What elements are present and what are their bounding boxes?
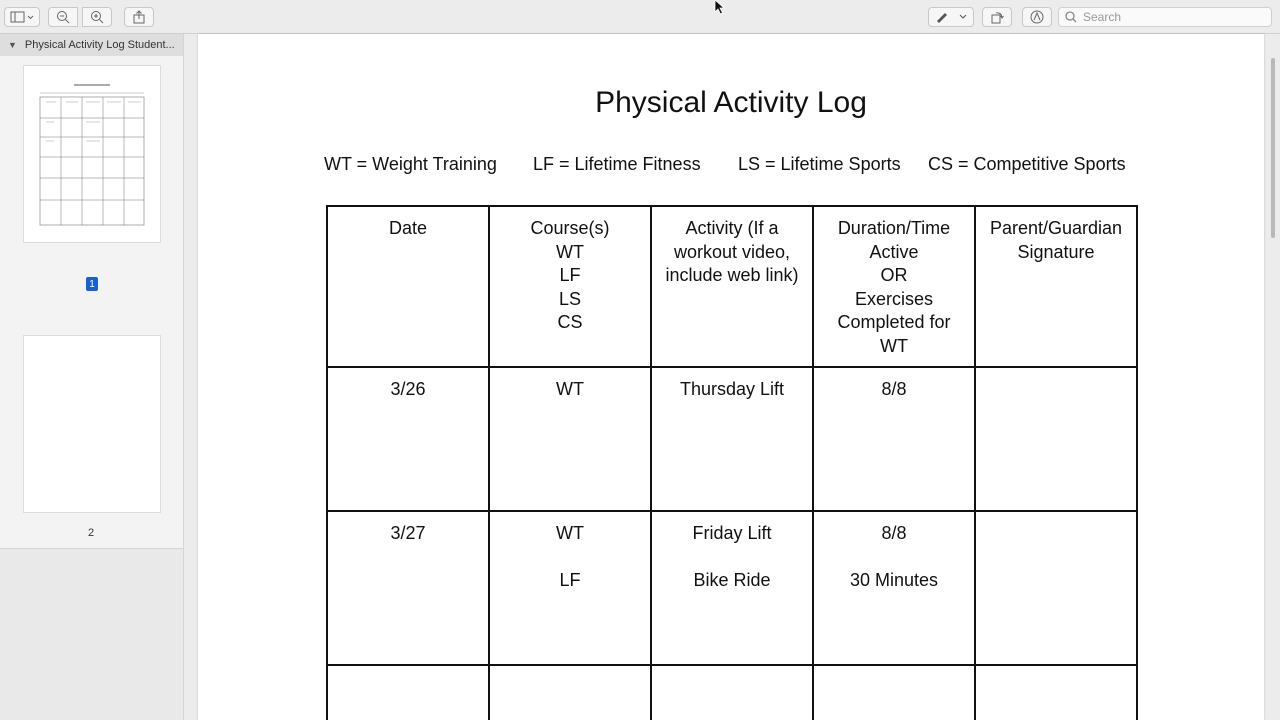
page-number-1: 1	[86, 277, 98, 291]
document-title: Physical Activity Log	[595, 86, 867, 119]
search-input[interactable]	[1083, 10, 1263, 24]
table-row	[327, 511, 1137, 665]
cell-date: 3/26	[327, 367, 489, 511]
sidebar-toggle-button[interactable]	[4, 7, 40, 27]
cell-activity	[651, 511, 813, 665]
zoom-out-icon	[56, 10, 70, 24]
header-activity	[651, 206, 813, 367]
cell-duration	[813, 511, 975, 665]
pen-icon	[934, 11, 968, 23]
cell-duration	[813, 665, 975, 720]
header-line: OR	[880, 265, 908, 285]
legend-item-ls: LS = Lifetime Sports	[738, 154, 901, 174]
header-line: Course(s)	[530, 218, 610, 238]
header-line: LF	[559, 265, 581, 285]
toolbar	[0, 0, 1280, 34]
rotate-icon	[990, 10, 1004, 24]
page-preview	[24, 66, 160, 242]
markup-circle-icon	[1030, 10, 1044, 24]
cell-line: 30 Minutes	[849, 569, 939, 590]
search-icon	[1065, 11, 1077, 23]
legend-item-cs: CS = Competitive Sports	[928, 154, 1126, 174]
header-course	[489, 206, 651, 367]
legend-item-lf: LF = Lifetime Fitness	[533, 154, 701, 174]
header-line: Completed for	[837, 312, 951, 332]
disclosure-triangle-icon[interactable]: ▼	[8, 40, 17, 50]
rotate-button[interactable]	[982, 7, 1012, 27]
cell-line: WT	[556, 379, 584, 399]
header-line: Duration/Time	[837, 218, 951, 238]
share-icon	[132, 10, 146, 24]
cell-activity	[651, 367, 813, 511]
cell-date: 3/27	[327, 511, 489, 665]
document-name: Physical Activity Log Student...	[24, 39, 175, 51]
header-line: Activity (If a	[685, 218, 779, 238]
activity-log-table	[326, 205, 1138, 720]
thumbnail-list	[0, 56, 183, 549]
cell-line: Friday Lift	[692, 523, 772, 543]
header-line: Parent/Guardian	[989, 218, 1123, 238]
sidebar-icon	[10, 11, 34, 23]
search-field[interactable]	[1058, 7, 1272, 27]
markup-button[interactable]	[928, 7, 974, 27]
legend-item-wt: WT = Weight Training	[324, 154, 497, 174]
mouse-cursor-icon	[714, 0, 726, 16]
cell-course	[489, 367, 651, 511]
table-row	[327, 367, 1137, 511]
header-signature	[975, 206, 1137, 367]
zoom-in-icon	[90, 10, 104, 24]
share-button[interactable]	[124, 7, 154, 27]
document-page	[198, 34, 1264, 720]
cell-line: 8/8	[881, 523, 907, 543]
table-header-row	[327, 206, 1137, 367]
header-line: include web link)	[665, 265, 799, 285]
header-line: Signature	[1017, 241, 1095, 262]
zoom-out-button[interactable]	[48, 7, 78, 27]
sidebar-header[interactable]	[0, 34, 183, 56]
cell-line: Thursday Lift	[679, 379, 785, 399]
cell-course	[489, 511, 651, 665]
header-line: workout video,	[673, 241, 791, 262]
cell-line: Bike Ride	[693, 569, 771, 590]
vertical-scrollbar[interactable]	[1271, 58, 1275, 238]
page-thumbnail-1[interactable]	[24, 66, 160, 242]
header-line: Exercises	[854, 288, 934, 309]
document-view[interactable]	[184, 34, 1280, 720]
thumbnail-sidebar	[0, 34, 184, 720]
cell-line: 8/8	[881, 379, 907, 399]
cell-activity	[651, 665, 813, 720]
header-date	[327, 206, 489, 367]
cell-line: LF	[559, 569, 581, 590]
header-duration	[813, 206, 975, 367]
header-line: Active	[869, 241, 919, 262]
annotate-button[interactable]	[1022, 7, 1052, 27]
header-line: Date	[388, 218, 428, 238]
cell-duration	[813, 367, 975, 511]
cell-signature	[975, 665, 1137, 720]
cell-line: WT	[556, 523, 584, 543]
header-line: WT	[880, 335, 908, 356]
zoom-in-button[interactable]	[82, 7, 112, 27]
cell-course	[489, 665, 651, 720]
table-row	[327, 665, 1137, 720]
page-thumbnail-2[interactable]	[24, 336, 160, 512]
cell-signature	[975, 367, 1137, 511]
header-line: CS	[557, 312, 583, 332]
page-number-2: 2	[88, 527, 95, 539]
cell-signature	[975, 511, 1137, 665]
header-line: LS	[558, 288, 582, 309]
header-line: WT	[556, 241, 584, 262]
cell-date	[327, 665, 489, 720]
